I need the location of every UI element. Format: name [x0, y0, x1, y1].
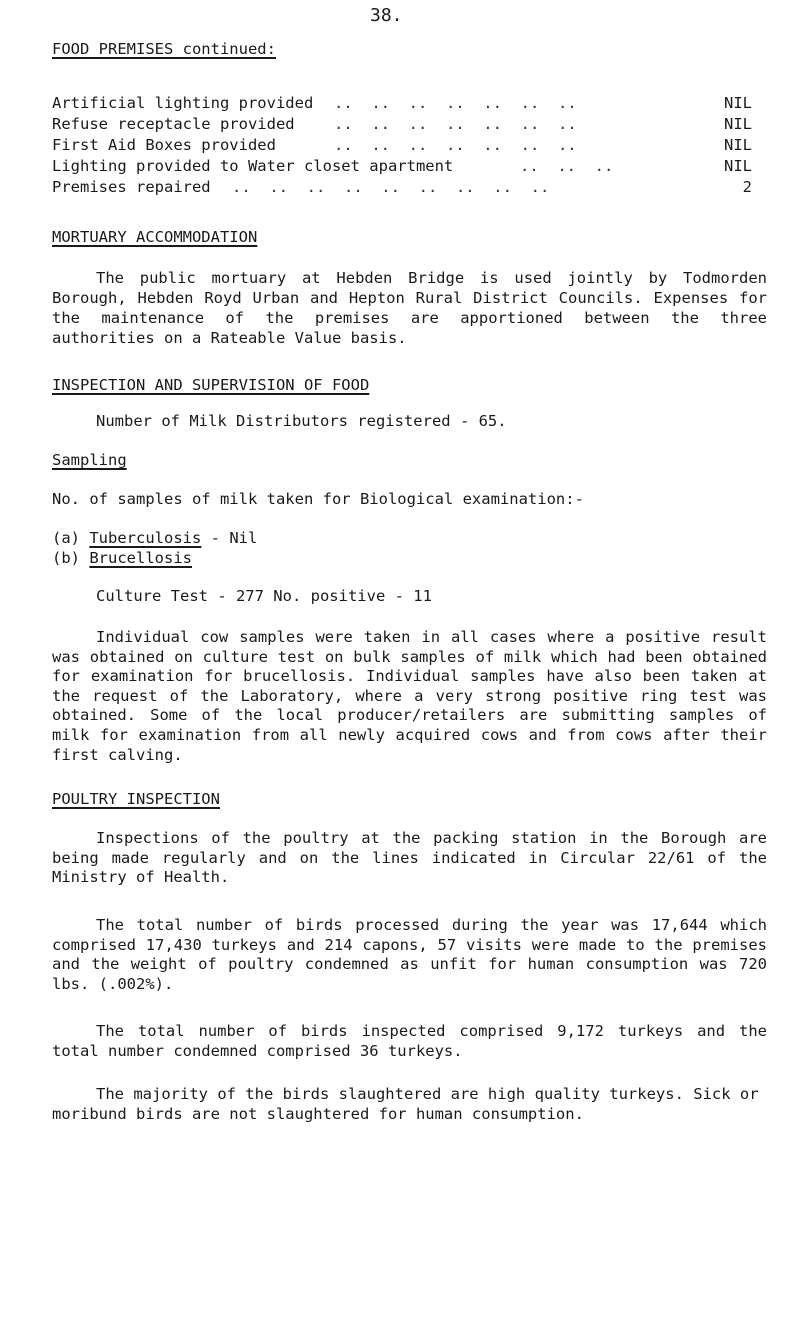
table-row [52, 115, 752, 137]
sample-item-a [52, 529, 257, 548]
row-label: Refuse receptacle provided [52, 115, 295, 133]
milk-distributors-line: Number of Milk Distributors registered - 65. [96, 412, 507, 430]
item-b-name: Brucellosis [89, 549, 192, 567]
food-premises-heading: FOOD PREMISES continued: [52, 40, 276, 58]
inspection-heading: INSPECTION AND SUPERVISION OF FOOD [52, 376, 370, 394]
poultry-paragraph-3: The total number of birds inspected comprised 9,172 turkeys and the total number condemned comprised 36 turkeys. [52, 1022, 767, 1060]
poultry-paragraph-2: The total number of birds processed during the year was 17,644 which comprised 17,430 turkeys and 214 capons, 57 visits were made to the premises and the weight of poultry condemned as unfit for human consumption was 720 lbs. (.002%). [52, 916, 767, 993]
leader-dots: .. .. .. [520, 157, 614, 175]
sampling-heading: Sampling [52, 451, 127, 469]
leader-dots: .. .. .. .. .. .. .. [334, 94, 577, 112]
sample-item-b [52, 549, 192, 568]
culture-test-line: Culture Test - 277 No. positive - 11 [96, 587, 432, 605]
item-b-label: (b) [52, 549, 80, 567]
item-a-value: - Nil [201, 529, 258, 547]
table-row [52, 136, 752, 158]
page-number: 38. [370, 5, 403, 26]
row-label: Artificial lighting provided [52, 94, 314, 112]
row-label: Premises repaired [52, 178, 211, 196]
table-row [52, 94, 752, 116]
row-label: Lighting provided to Water closet apartment [52, 157, 454, 175]
leader-dots: .. .. .. .. .. .. .. .. .. [232, 178, 550, 196]
table-row [52, 178, 752, 200]
poultry-paragraph-4: The majority of the birds slaughtered are high quality turkeys. Sick or moribund birds are not slaughtered for human consumption. [52, 1085, 759, 1123]
poultry-paragraph-1: Inspections of the poultry at the packing station in the Borough are being made regularly and on the lines indicated in Circular 22/61 of the Ministry of Health. [52, 829, 767, 887]
leader-dots: .. .. .. .. .. .. .. [334, 136, 577, 154]
item-a-name: Tuberculosis [89, 529, 202, 547]
row-label: First Aid Boxes provided [52, 136, 276, 154]
row-value: NIL [724, 115, 752, 133]
row-value: NIL [724, 136, 752, 154]
row-value: 2 [742, 178, 752, 196]
samples-intro: No. of samples of milk taken for Biological examination:- [52, 490, 584, 508]
row-value: NIL [724, 94, 752, 112]
mortuary-paragraph: The public mortuary at Hebden Bridge is used jointly by Todmorden Borough, Hebden Royd Urban and Hepton Rural District Councils. Expenses for the maintenance of the premises are apportioned between the three authorities on a Rateable Value basis. [52, 269, 767, 347]
table-row [52, 157, 752, 179]
poultry-heading: POULTRY INSPECTION [52, 790, 220, 808]
individual-samples-paragraph: Individual cow samples were taken in all cases where a positive result was obtained on culture test on bulk samples of milk which had been obtained for examination for brucellosis. Individual samples have also been taken at the request of the Laboratory, where a very strong positive ring test was obtained. Some of the local producer/retailers are submitting samples of milk for examination from all newly acquired cows and from cows after their first calving. [52, 628, 767, 764]
leader-dots: .. .. .. .. .. .. .. [334, 115, 577, 133]
mortuary-heading: MORTUARY ACCOMMODATION [52, 228, 258, 246]
item-a-label: (a) [52, 529, 80, 547]
row-value: NIL [724, 157, 752, 175]
